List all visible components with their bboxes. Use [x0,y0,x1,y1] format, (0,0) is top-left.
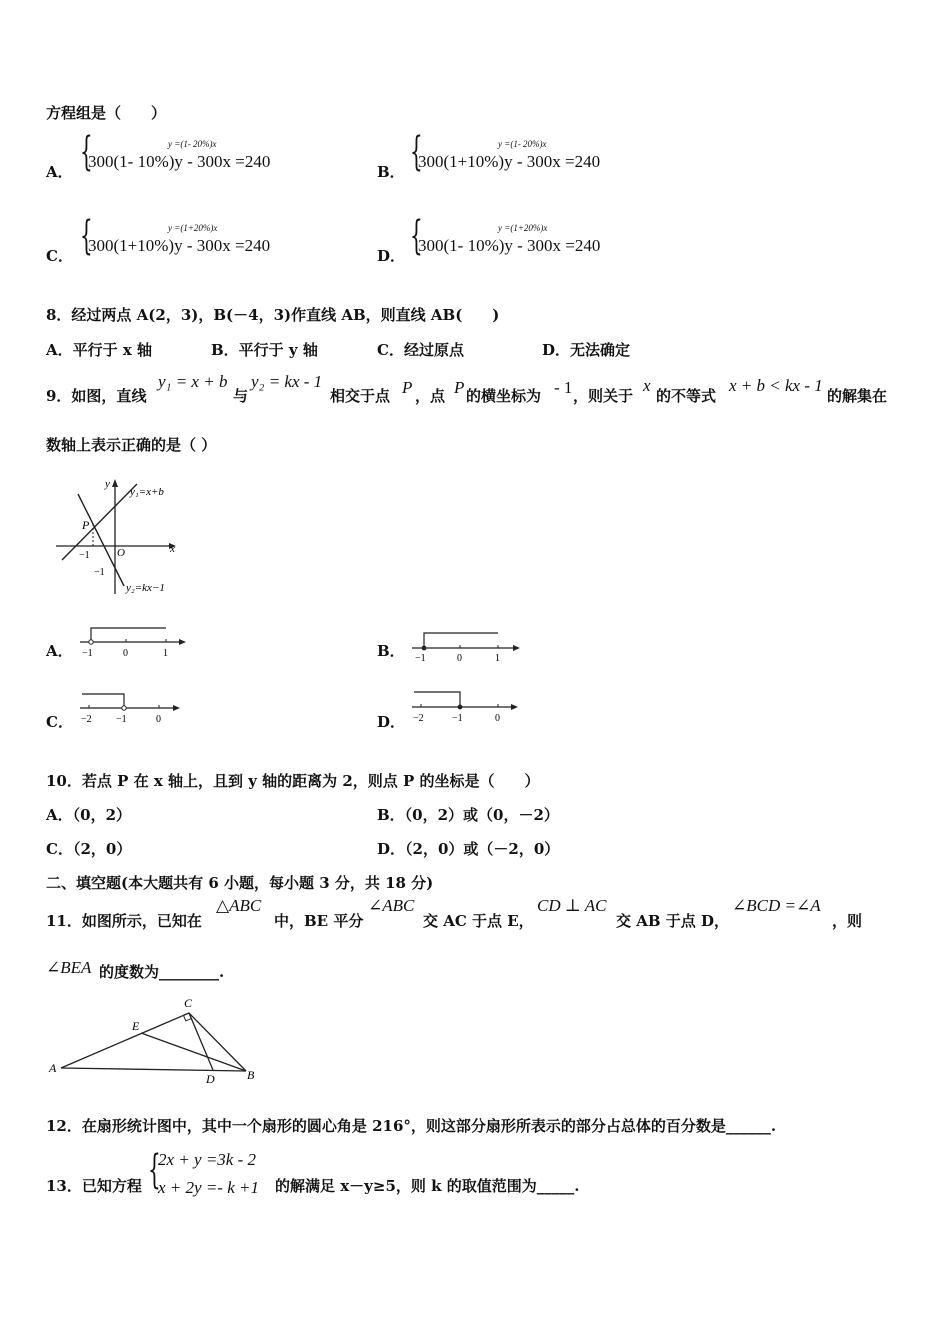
graph-origin: O [117,547,125,559]
q7-option-c-top: y =(1+20%)x [168,223,218,233]
label-c: C [184,996,193,1010]
tick-label: 0 [123,648,128,659]
q9-text-2: 与 [233,387,249,405]
graph-line2-label: y₂=kx−1 [126,582,165,594]
q9-option-c-numberline [76,688,192,726]
system-brace: { [410,213,423,259]
q7-option-a-label: A． [46,163,73,181]
q9-text-5: 的横坐标为 [466,387,542,405]
system-brace: { [80,129,93,175]
q9-x: x [643,376,651,395]
tick-label: 0 [495,713,500,723]
segment-ab [61,1068,246,1071]
q12-stem: 12．在扇形统计图中，其中一个扇形的圆心角是 216°，则这部分扇形所表示的部分占总体的百分数是______. [46,1117,777,1135]
q9-point-p: P [402,378,413,397]
q11-math-2: ∠ABC [368,896,415,915]
tick-label: −1 [452,713,463,723]
label-d: D [206,1072,215,1086]
q8-option-a: A．平行于 x 轴 [46,341,153,359]
tick-label: 1 [495,653,500,663]
q7-option-d-line: 300(1- 10%)y - 300x =240 [418,236,601,255]
q11-math-3: CD ⊥ AC [537,896,607,915]
q8-option-c: C．经过原点 [377,341,464,359]
q7-stem: 方程组是（ ） [46,104,167,122]
q9-option-c-label: C． [46,713,73,731]
q9-option-b-label: B． [377,642,405,660]
graph-line-y1 [62,484,137,560]
segment-bc [189,1013,246,1071]
q7-option-b-top: y =(1- 20%)x [498,139,547,149]
q9-inequality: x + b < kx - 1 [729,376,823,395]
tick-label: 0 [457,653,462,663]
label-a: A [49,1061,57,1075]
q11-text-4: 交 AB 于点 D， [616,912,729,930]
q9-option-a-numberline [76,622,192,660]
q11-math-4: ∠BCD =∠A [732,896,821,915]
q10-option-c: C．（2，0） [46,840,132,858]
segment-be [141,1033,246,1071]
tick-label: 1 [163,648,168,659]
q7-option-b-label: B． [377,163,405,181]
tick-label: −1 [82,648,93,659]
q11-text-6: 的度数为________. [99,963,225,981]
q7-option-d-label: D． [377,247,406,265]
tick-label: −2 [413,713,424,723]
q11-text-2: 中，BE 平分 [274,912,364,930]
q7-option-a-line: 300(1- 10%)y - 300x =240 [88,152,271,171]
q11-stem-line2 [46,958,346,982]
graph-x-label: x [170,543,175,555]
q9-text-4: ，点 [415,387,446,405]
q9-point-p2: P [454,378,465,397]
tick-label: 0 [156,714,161,725]
q9-neg-one: - 1 [554,378,573,397]
q10-option-a: A．（0，2） [46,806,132,824]
label-b: B [247,1068,255,1082]
q9-text-8: 的解集在 [827,387,888,405]
label-e: E [132,1019,140,1033]
segment-cd [189,1013,213,1070]
q13-eq1: 2x + y =3k - 2 [158,1150,256,1169]
q8-stem: 8．经过两点 A(2，3)，B(－4，3)作直线 AB，则直线 AB( ) [46,306,500,324]
q9-option-b-numberline [408,625,524,663]
q9-text-1: 9．如图，直线 [46,387,147,405]
q7-option-b-line: 300(1+10%)y - 300x =240 [418,152,601,171]
q9-text-3: 相交于点 [330,387,391,405]
q11-text-3: 交 AC 于点 E， [423,912,534,930]
q13-eq2: x + 2y =- k +1 [158,1178,259,1197]
graph-point-p: P [82,518,90,532]
q10-option-b: B．（0，2）或（0，－2） [377,806,559,824]
q9-text-7: 的不等式 [656,387,717,405]
graph-x-tick: −1 [79,550,90,561]
q11-stem [46,896,926,930]
section-2-heading: 二、填空题(本大题共有 6 小题，每小题 3 分，共 18 分) [46,874,434,892]
graph-y-tick: −1 [94,567,105,578]
q9-text-6: ，则关于 [573,387,634,405]
tick-label: −1 [116,714,127,725]
q9-graph [52,474,202,600]
q9-eq1: y₁ = x + b [158,372,228,391]
q9-stem [46,372,926,405]
q10-stem: 10．若点 P 在 x 轴上，且到 y 轴的距离为 2，则点 P 的坐标是（ ） [46,772,540,790]
system-brace: { [148,1147,161,1193]
q13-text-2: 的解满足 x－y≥5，则 k 的取值范围为_____. [275,1177,580,1195]
segment-ac [61,1013,189,1068]
q11-math-1: △ABC [216,896,262,915]
q7-option-c-label: C． [46,247,73,265]
q13-text-1: 13．已知方程 [46,1177,142,1195]
graph-y-label: y [105,478,110,490]
tick-label: −1 [415,653,426,663]
q11-text-5: ，则 [832,912,863,930]
q9-option-d-numberline [408,685,524,723]
tick-label: −2 [81,714,92,725]
q11-triangle-figure [46,994,266,1086]
q7-option-c-line: 300(1+10%)y - 300x =240 [88,236,271,255]
system-brace: { [80,213,93,259]
q7-option-d-top: y =(1+20%)x [498,223,548,233]
q9-option-a-label: A． [46,642,73,660]
q11-math-5: ∠BEA [46,958,92,977]
q11-text-1: 11．如图所示，已知在 [46,912,202,930]
q9-stem-line2: 数轴上表示正确的是（ ） [46,436,217,454]
q9-option-d-label: D． [377,713,406,731]
system-brace: { [410,129,423,175]
q10-option-d: D．（2，0）或（－2，0） [377,840,560,858]
q8-option-d: D．无法确定 [542,341,631,359]
q8-option-b: B．平行于 y 轴 [211,341,318,359]
q7-option-a-top: y =(1- 20%)x [168,139,217,149]
q9-eq2: y₂ = kx - 1 [251,372,323,391]
graph-line1-label: y₁=x+b [130,486,164,498]
